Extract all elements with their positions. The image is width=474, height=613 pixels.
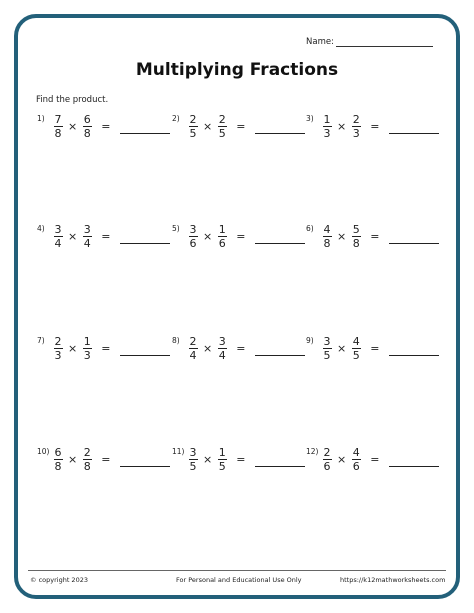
answer-line[interactable] <box>255 466 305 467</box>
fraction-b: $\frac{1}{3}$ <box>83 335 91 362</box>
fraction-b: $\frac{1}{6}$ <box>218 223 226 250</box>
equals-sign: = <box>236 342 246 355</box>
equals-sign: = <box>101 342 111 355</box>
multiply-sign: × <box>337 120 347 133</box>
multiply-sign: × <box>203 230 213 243</box>
equals-sign: = <box>101 453 111 466</box>
footer-divider <box>28 570 446 571</box>
answer-line[interactable] <box>389 243 439 244</box>
footer-usage: For Personal and Educational Use Only <box>176 576 302 584</box>
fraction-b: $\frac{1}{5}$ <box>218 446 226 473</box>
problem-9 <box>306 335 439 362</box>
answer-line[interactable] <box>120 466 170 467</box>
multiply-sign: × <box>203 453 213 466</box>
fraction-a: $\frac{3}{5}$ <box>189 446 197 473</box>
fraction-a: $\frac{3}{6}$ <box>189 223 197 250</box>
multiply-sign: × <box>337 230 347 243</box>
problem-number: 12) <box>306 447 319 456</box>
problem-10 <box>37 446 170 473</box>
answer-line[interactable] <box>120 355 170 356</box>
equals-sign: = <box>236 453 246 466</box>
problem-number: 11) <box>172 447 185 456</box>
equals-sign: = <box>101 230 111 243</box>
name-label: Name: <box>306 37 334 47</box>
answer-line[interactable] <box>120 243 170 244</box>
equals-sign: = <box>101 120 111 133</box>
multiply-sign: × <box>203 120 213 133</box>
fraction-a: $\frac{3}{5}$ <box>323 335 331 362</box>
footer-copyright: © copyright 2023 <box>30 576 88 584</box>
equals-sign: = <box>370 453 380 466</box>
answer-line[interactable] <box>120 133 170 134</box>
fraction-b: $\frac{3}{4}$ <box>83 223 91 250</box>
answer-line[interactable] <box>389 355 439 356</box>
fraction-b: $\frac{2}{5}$ <box>218 113 226 140</box>
fraction-b: $\frac{3}{4}$ <box>218 335 226 362</box>
fraction-a: $\frac{2}{4}$ <box>189 335 197 362</box>
answer-line[interactable] <box>389 133 439 134</box>
problem-2 <box>172 113 305 140</box>
footer-url[interactable]: https://k12mathworksheets.com <box>340 576 446 584</box>
multiply-sign: × <box>337 342 347 355</box>
problem-number: 2) <box>172 114 180 123</box>
problem-8 <box>172 335 305 362</box>
fraction-b: $\frac{4}{6}$ <box>352 446 360 473</box>
fraction-a: $\frac{2}{6}$ <box>323 446 331 473</box>
problem-number: 9) <box>306 336 314 345</box>
equals-sign: = <box>370 230 380 243</box>
problem-number: 7) <box>37 336 45 345</box>
fraction-a: $\frac{3}{4}$ <box>54 223 62 250</box>
problem-number: 10) <box>37 447 50 456</box>
problem-number: 6) <box>306 224 314 233</box>
multiply-sign: × <box>203 342 213 355</box>
problem-11 <box>172 446 305 473</box>
equals-sign: = <box>370 342 380 355</box>
multiply-sign: × <box>337 453 347 466</box>
fraction-a: $\frac{7}{8}$ <box>54 113 62 140</box>
problem-4 <box>37 223 170 250</box>
fraction-b: $\frac{2}{3}$ <box>352 113 360 140</box>
multiply-sign: × <box>68 120 78 133</box>
answer-line[interactable] <box>389 466 439 467</box>
multiply-sign: × <box>68 342 78 355</box>
fraction-b: $\frac{4}{5}$ <box>352 335 360 362</box>
fraction-b: $\frac{5}{8}$ <box>352 223 360 250</box>
problem-6 <box>306 223 439 250</box>
multiply-sign: × <box>68 453 78 466</box>
fraction-a: $\frac{6}{8}$ <box>54 446 62 473</box>
name-line[interactable] <box>336 37 433 47</box>
fraction-a: $\frac{2}{3}$ <box>54 335 62 362</box>
problem-12 <box>306 446 439 473</box>
equals-sign: = <box>236 230 246 243</box>
fraction-b: $\frac{2}{8}$ <box>83 446 91 473</box>
fraction-a: $\frac{2}{5}$ <box>189 113 197 140</box>
problem-3 <box>306 113 439 140</box>
problem-1 <box>37 113 170 140</box>
answer-line[interactable] <box>255 243 305 244</box>
fraction-b: $\frac{6}{8}$ <box>83 113 91 140</box>
worksheet-title: Multiplying Fractions <box>135 60 339 80</box>
instructions: Find the product. <box>36 95 109 105</box>
answer-line[interactable] <box>255 133 305 134</box>
problem-number: 1) <box>37 114 45 123</box>
problem-7 <box>37 335 170 362</box>
answer-line[interactable] <box>255 355 305 356</box>
multiply-sign: × <box>68 230 78 243</box>
fraction-a: $\frac{1}{3}$ <box>323 113 331 140</box>
equals-sign: = <box>236 120 246 133</box>
problem-number: 8) <box>172 336 180 345</box>
problem-number: 4) <box>37 224 45 233</box>
name-field-row <box>306 37 433 47</box>
fraction-a: $\frac{4}{8}$ <box>323 223 331 250</box>
problem-number: 5) <box>172 224 180 233</box>
equals-sign: = <box>370 120 380 133</box>
problem-5 <box>172 223 305 250</box>
problem-number: 3) <box>306 114 314 123</box>
